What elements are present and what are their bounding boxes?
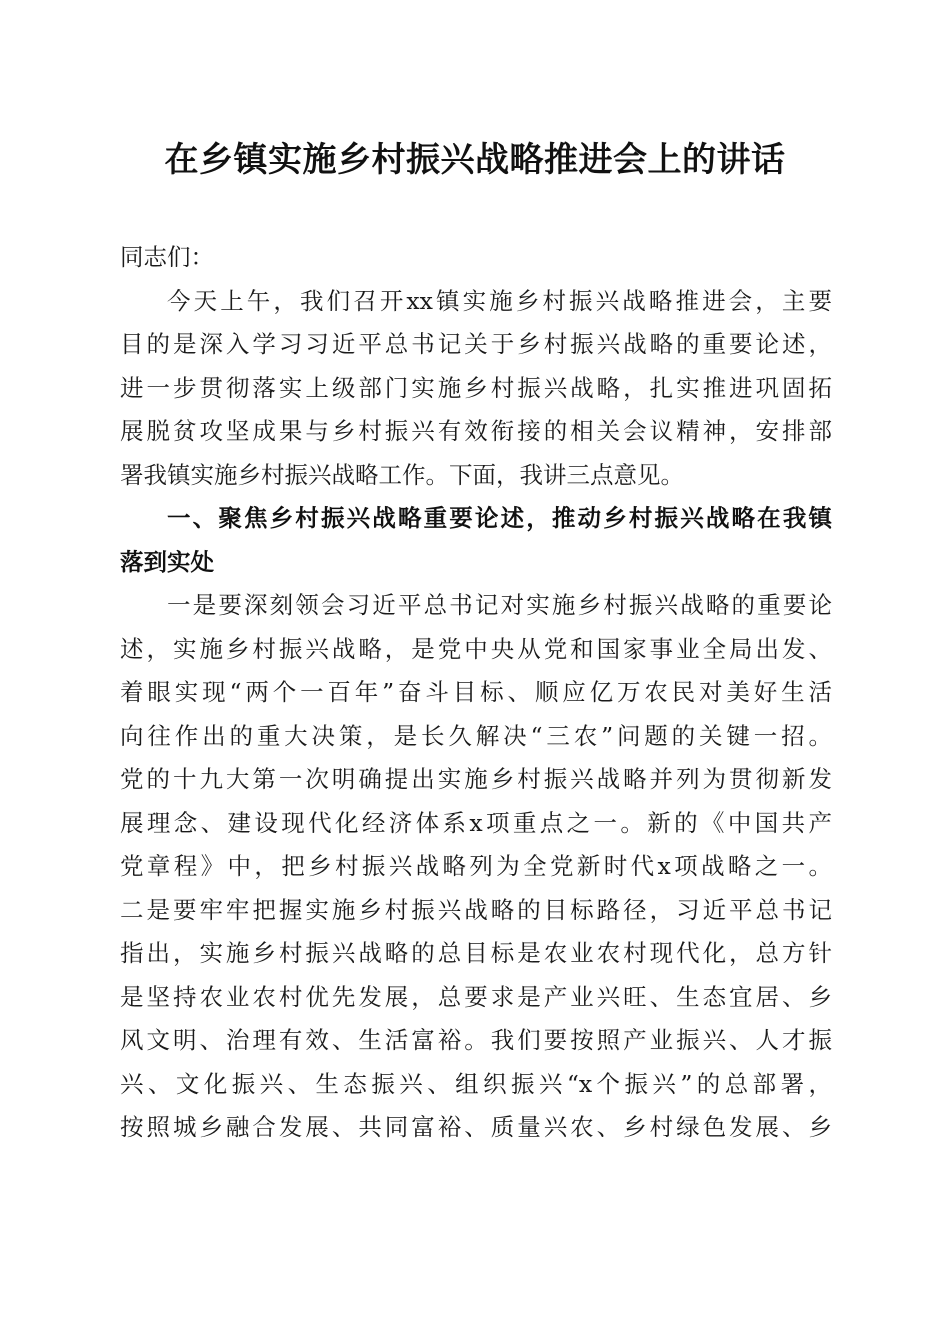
paragraph-line: 进一步贯彻落实上级部门实施乡村振兴战略，扎实推进巩固拓 — [120, 373, 832, 402]
paragraph-line: 着眼实现“两个一百年”奋斗目标、顺应亿万农民对美好生活 — [120, 678, 832, 706]
document-body — [120, 236, 832, 1150]
paragraph-line: 党的十九大第一次明确提出实施乡村振兴战略并列为贯彻新发 — [120, 765, 832, 793]
paragraph-line: 同志们： — [120, 243, 214, 271]
paragraph-line: 目的是深入学习习近平总书记关于乡村振兴战略的重要论述， — [120, 330, 832, 358]
paragraph-line: 指出，实施乡村振兴战略的总目标是农业农村现代化，总方针 — [120, 939, 832, 967]
section-heading-line: 落到实处 — [120, 547, 214, 576]
paragraph-line: 党章程》中，把乡村振兴战略列为全党新时代x项战略之一。 — [120, 852, 832, 880]
paragraph-line: 展理念、建设现代化经济体系x项重点之一。新的《中国共产 — [120, 808, 832, 837]
paragraph-line: 述，实施乡村振兴战略，是党中央从党和国家事业全局出发、 — [120, 634, 832, 663]
paragraph-line: 按照城乡融合发展、共同富裕、质量兴农、乡村绿色发展、乡 — [120, 1113, 832, 1141]
paragraph-line: 二是要牢牢把握实施乡村振兴战略的目标路径，习近平总书记 — [120, 895, 832, 924]
paragraph-line: 展脱贫攻坚成果与乡村振兴有效衔接的相关会议精神，安排部 — [120, 417, 832, 445]
paragraph-line: 今天上午，我们召开xx镇实施乡村振兴战略推进会，主要 — [167, 286, 832, 315]
paragraph-line: 风文明、治理有效、生活富裕。我们要按照产业振兴、人才振 — [120, 1026, 832, 1054]
section-heading-line: 一、聚焦乡村振兴战略重要论述，推动乡村振兴战略在我镇 — [167, 504, 832, 532]
paragraph-line: 兴、文化振兴、生态振兴、组织振兴“x个振兴”的总部署， — [120, 1069, 832, 1098]
paragraph-line: 是坚持农业农村优先发展，总要求是产业兴旺、生态宜居、乡 — [120, 982, 832, 1011]
paragraph-line: 一是要深刻领会习近平总书记对实施乡村振兴战略的重要论 — [167, 591, 832, 619]
document-title: 在乡镇实施乡村振兴战略推进会上的讲话 — [164, 140, 786, 180]
paragraph-line: 向往作出的重大决策，是长久解决“三农”问题的关键一招。 — [120, 721, 832, 750]
paragraph-line: 署我镇实施乡村振兴战略工作。下面，我讲三点意见。 — [120, 460, 684, 489]
